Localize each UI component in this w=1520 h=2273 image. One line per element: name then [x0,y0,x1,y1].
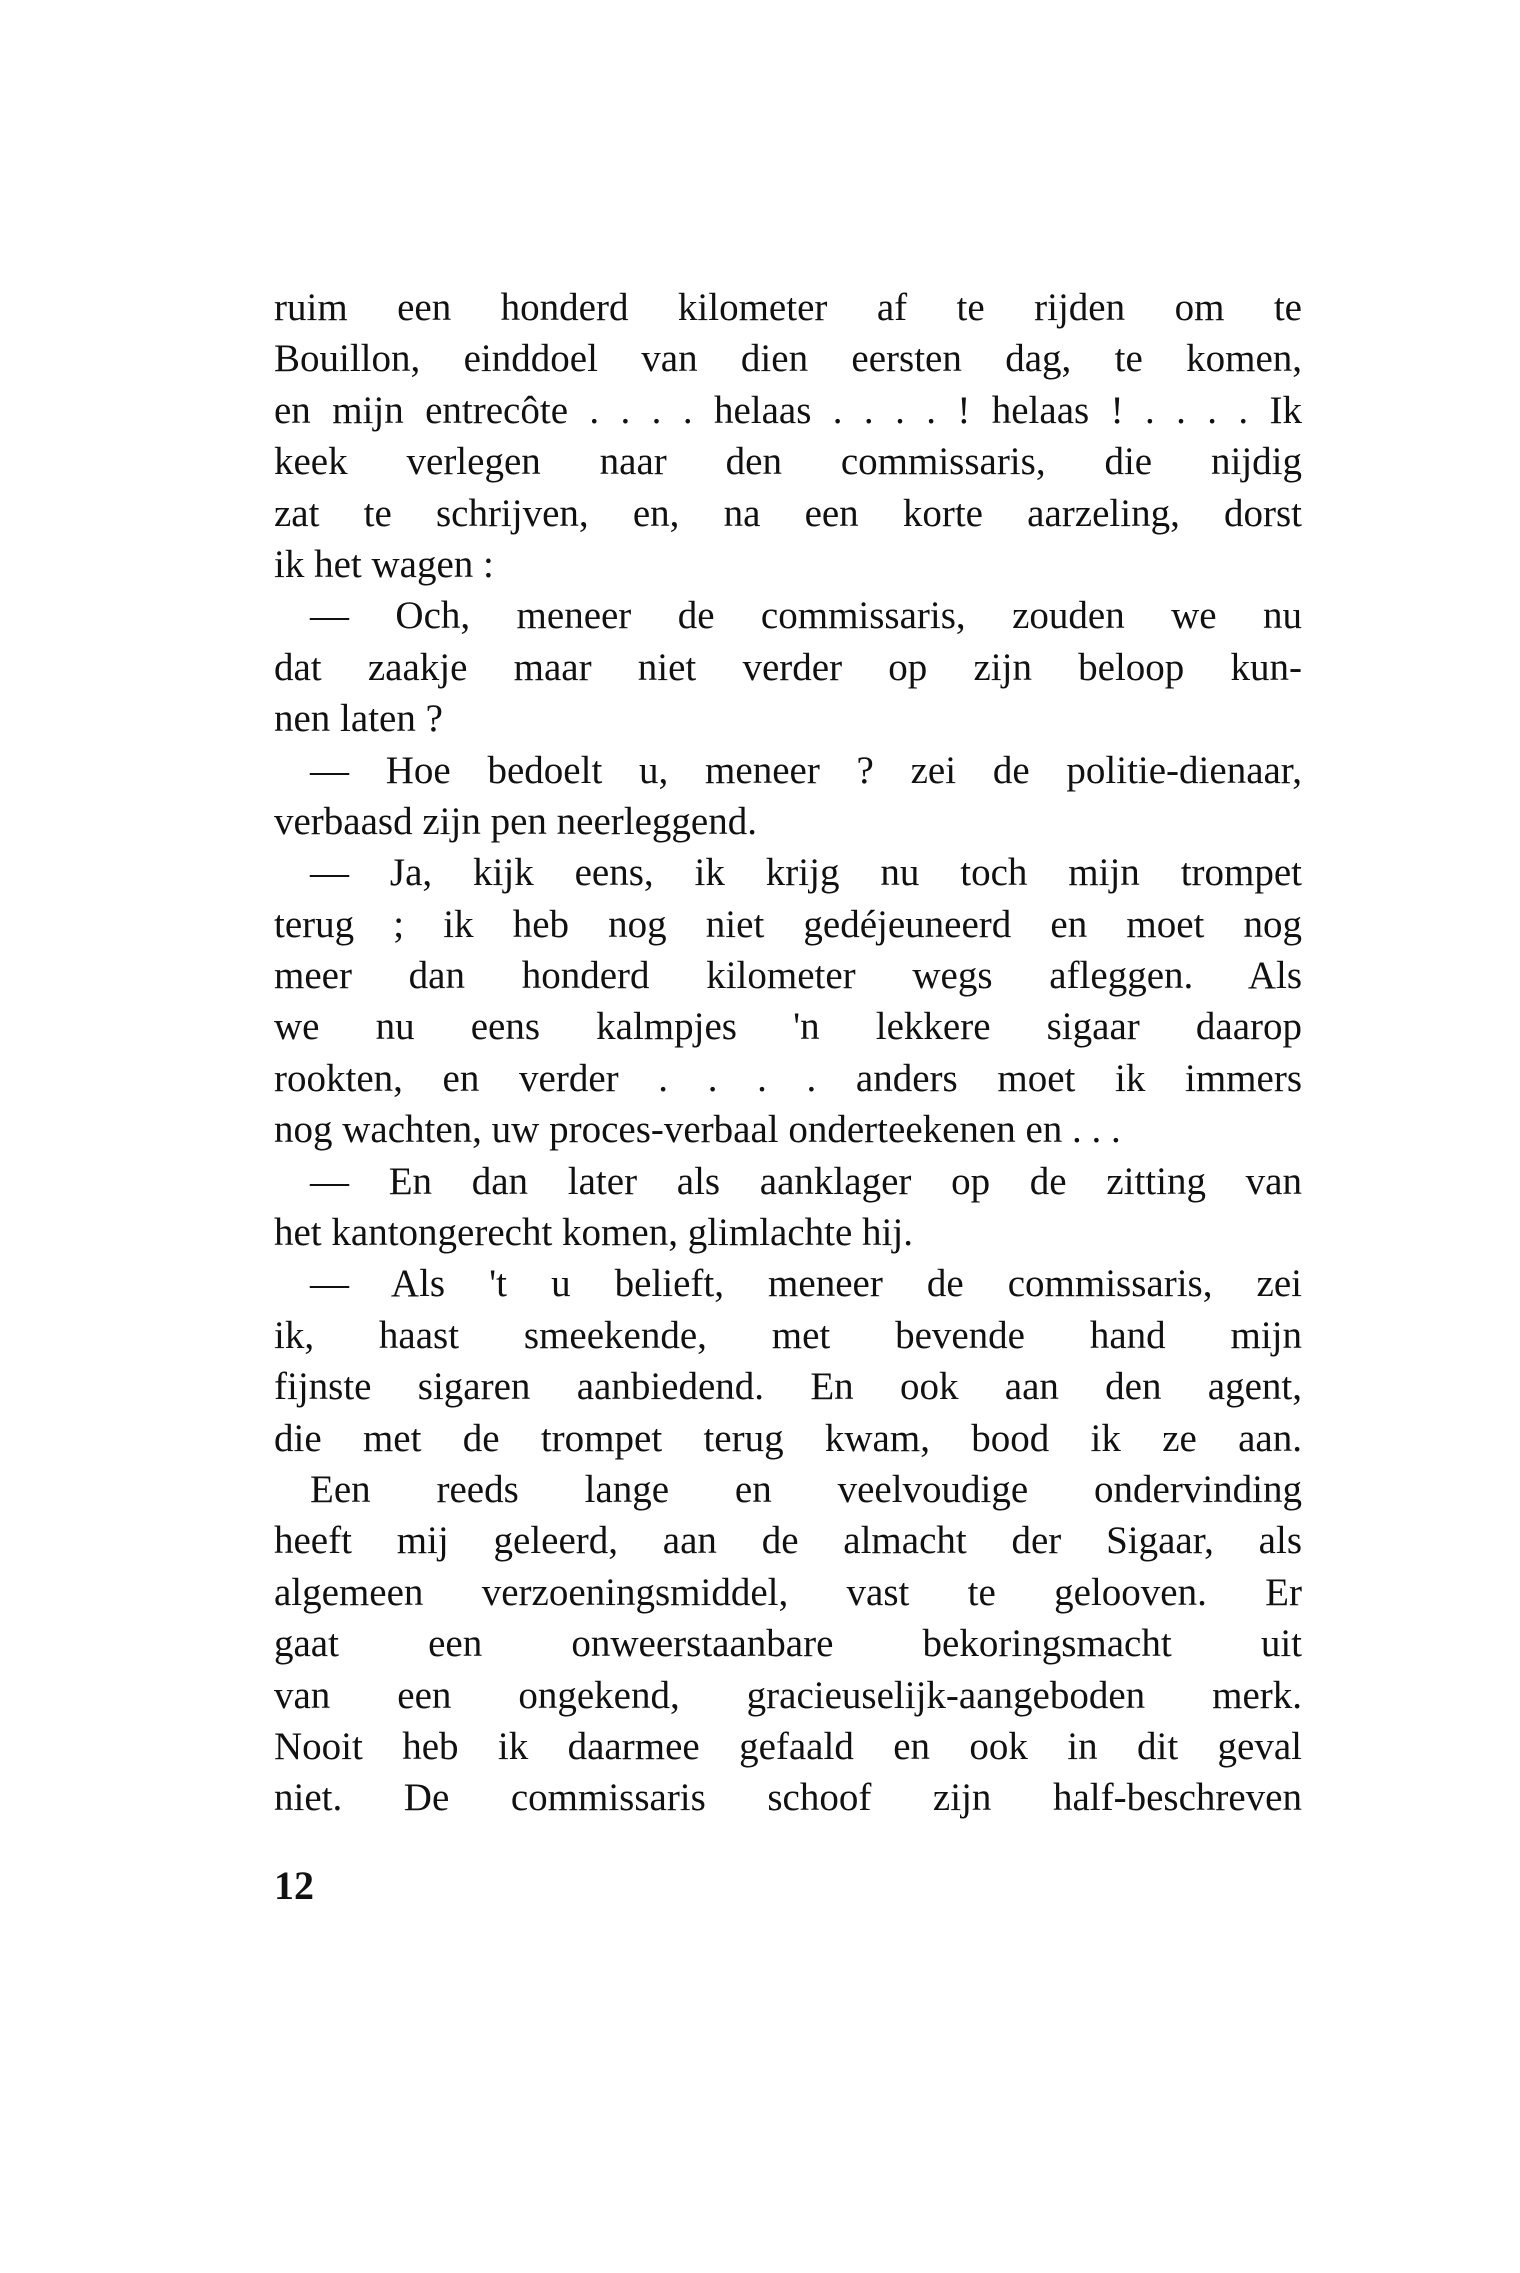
text-line: ik het wagen : [274,542,494,586]
text-line: rookten, en verder . . . . anders moet ik immers [274,1056,1302,1100]
text-line: Nooit heb ik daarmee gefaald en ook in dit geval [274,1724,1302,1768]
text-line: ik, haast smeekende, met bevende hand mijn [274,1313,1302,1357]
text-line: algemeen verzoeningsmiddel, vast te gelooven. Er [274,1570,1302,1614]
text-line: verbaasd zijn pen neerleggend. [274,799,757,843]
text-line: die met de trompet terug kwam, bood ik ze aan. [274,1416,1302,1460]
text-line: gaat een onweerstaanbare bekoringsmacht uit [274,1622,1302,1666]
text-line: — Hoe bedoelt u, meneer ? zei de politie-dienaar, [310,748,1302,792]
text-line: — Als 't u belieft, meneer de commissaris, zei [310,1262,1302,1306]
text-line: nog wachten, uw proces-verbaal onderteekenen en . . . [274,1108,1121,1152]
text-line: zat te schrijven, en, na een korte aarzeling, dorst [274,491,1302,535]
text-line: het kantongerecht komen, glimlachte hij. [274,1211,913,1255]
text-line: nen laten ? [274,697,443,741]
text-line: niet. De commissaris schoof zijn half-beschreven [274,1776,1302,1820]
text-line: ruim een honderd kilometer af te rijden om te [274,286,1302,329]
text-line: Een reeds lange en veelvoudige ondervinding [310,1467,1302,1511]
page-number: 12 [274,1863,314,1908]
page-body-text [274,282,1302,1824]
text-line: — Och, meneer de commissaris, zouden we nu [310,594,1302,638]
text-line: — Ja, kijk eens, ik krijg nu toch mijn trompet [310,851,1302,895]
text-line: fijnste sigaren aanbiedend. En ook aan den agent, [274,1365,1302,1409]
text-line: heeft mij geleerd, aan de almacht der Sigaar, als [274,1519,1302,1563]
text-line: van een ongekend, gracieuselijk-aangeboden merk. [274,1673,1302,1717]
text-line: dat zaakje maar niet verder op zijn beloop kun- [274,645,1302,689]
text-line: terug ; ik heb nog niet gedéjeuneerd en moet nog [274,902,1302,946]
text-line: en mijn entrecôte . . . . helaas . . . . ! helaas ! . . . . Ik [274,388,1302,432]
text-line: keek verlegen naar den commissaris, die nijdig [274,440,1302,484]
text-line: Bouillon, einddoel van dien eersten dag, te komen, [274,337,1302,381]
text-line: meer dan honderd kilometer wegs afleggen. Als [274,954,1302,998]
text-line: — En dan later als aanklager op de zitting van [310,1159,1302,1203]
text-line: we nu eens kalmpjes 'n lekkere sigaar daarop [274,1005,1302,1049]
